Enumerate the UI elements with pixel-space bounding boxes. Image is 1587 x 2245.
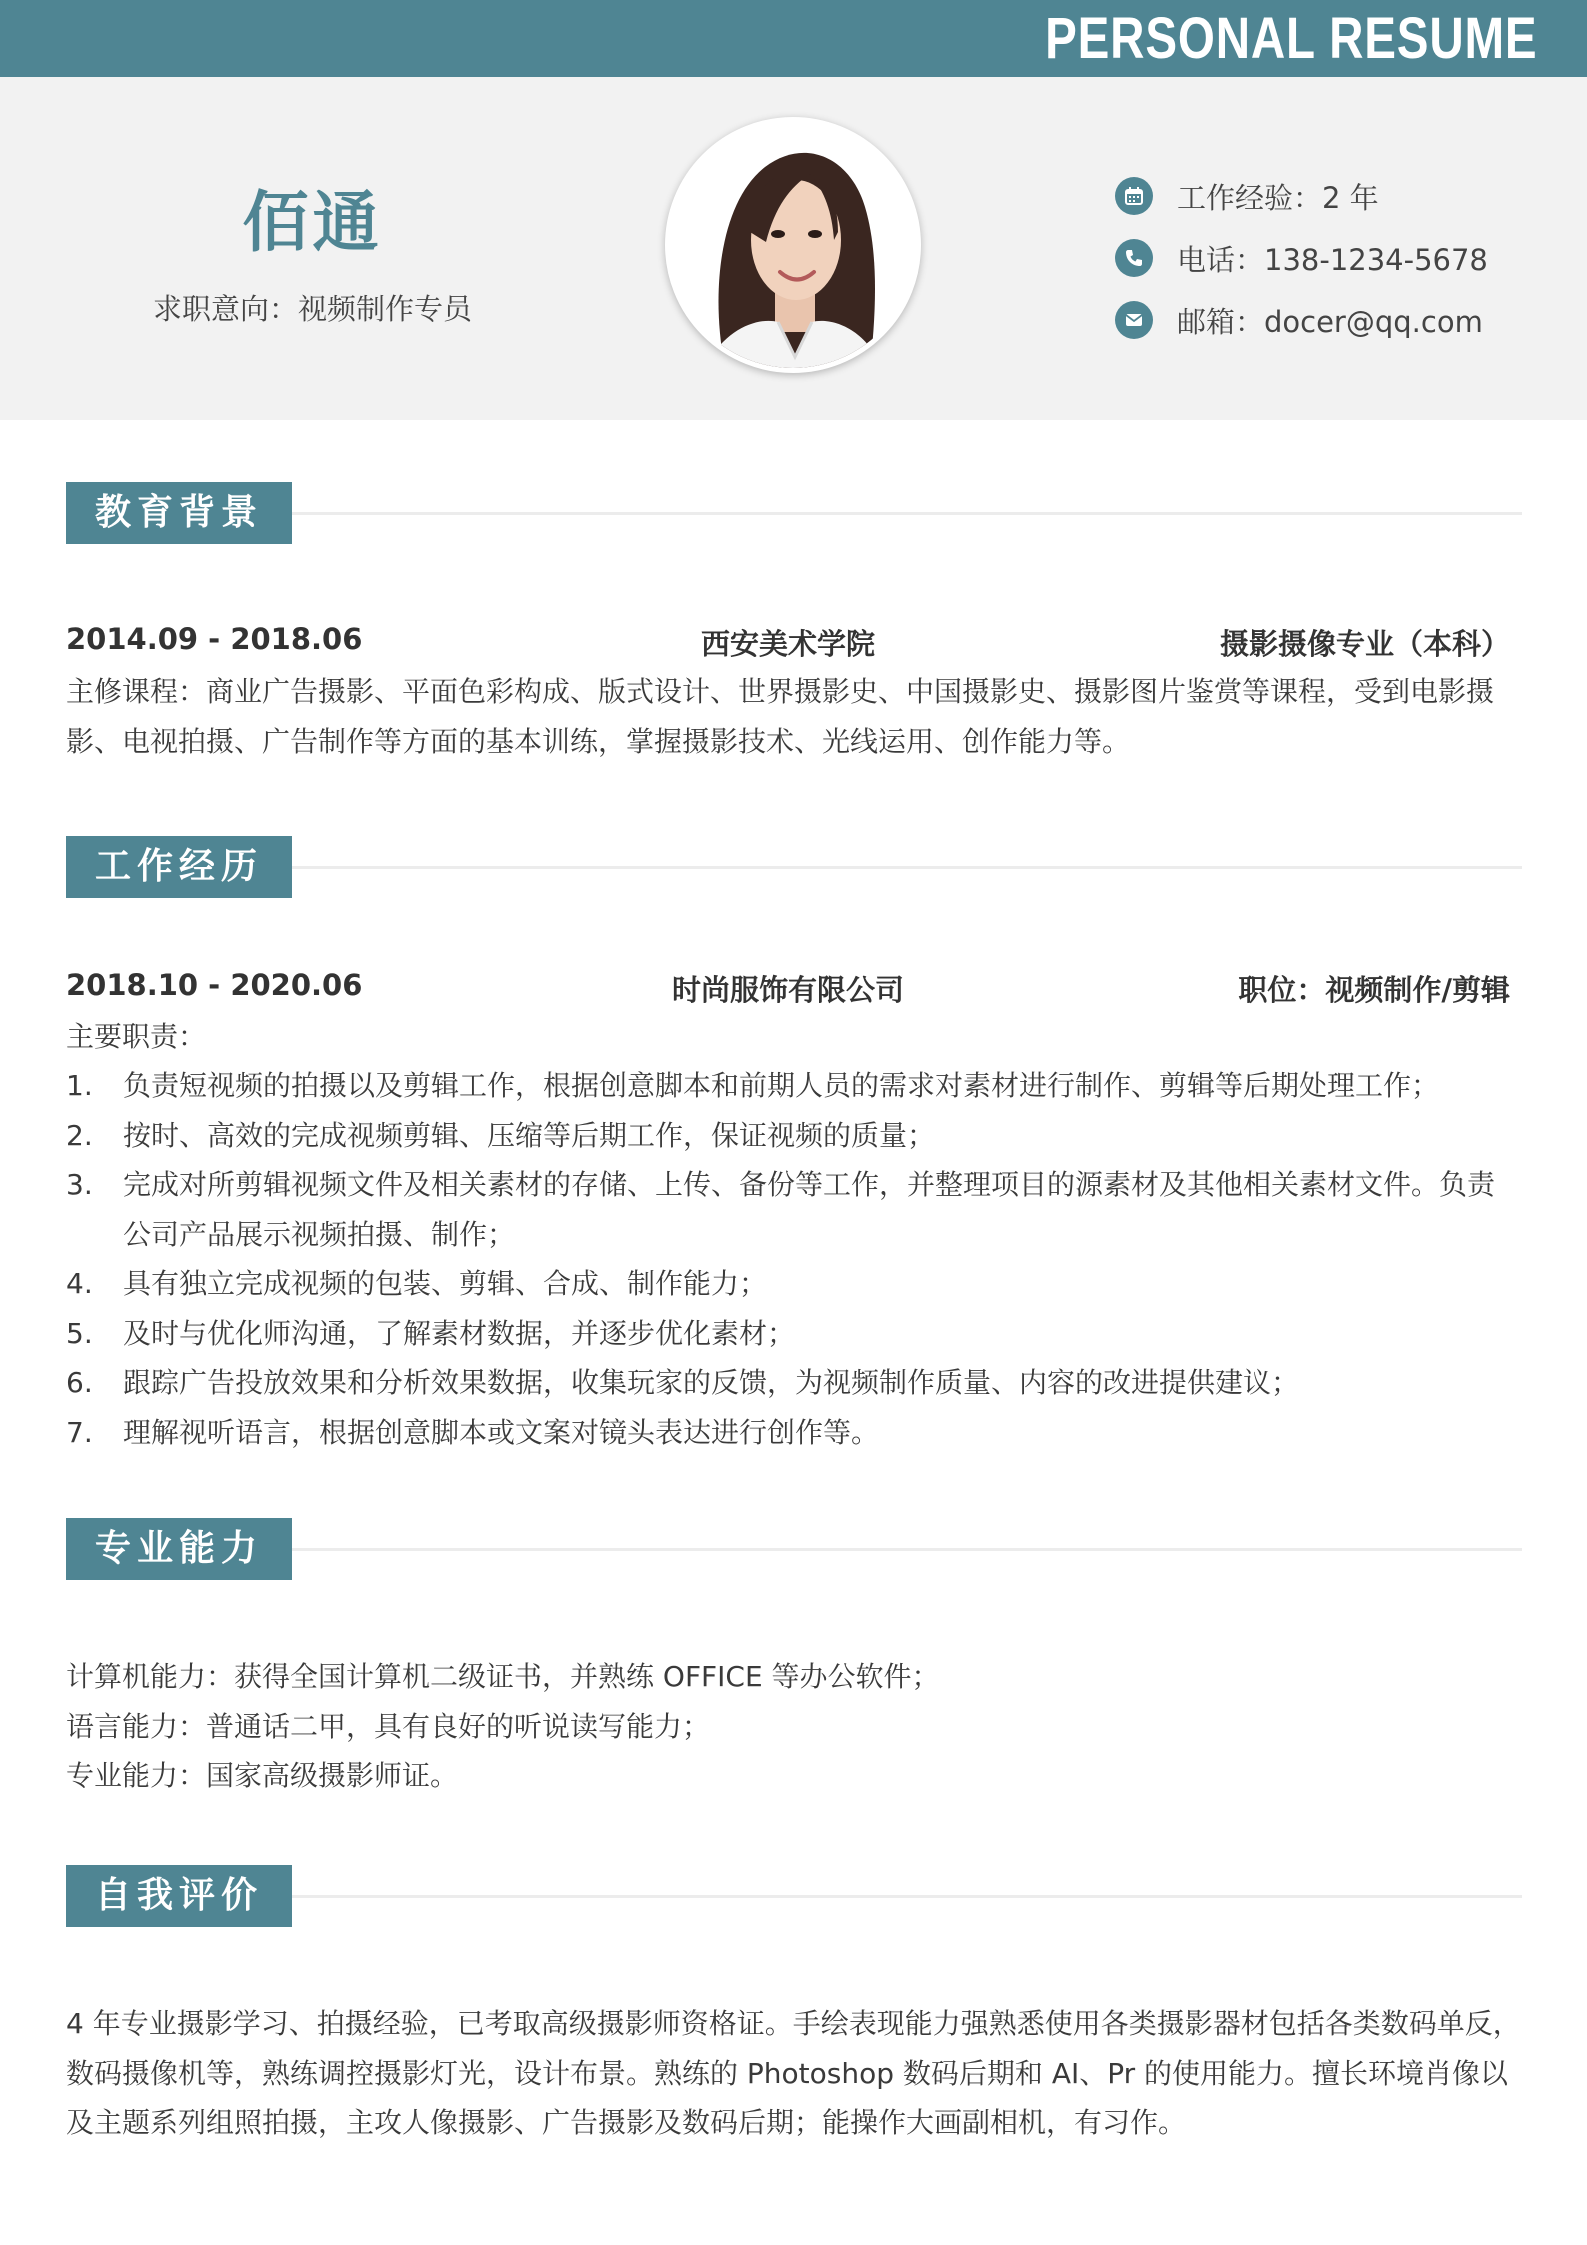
- contact-info: [1115, 165, 1488, 351]
- section-title: 教育背景: [66, 482, 292, 544]
- list-item: [66, 1111, 1522, 1161]
- section-work-header: [66, 836, 1522, 898]
- skill-item: 计算机能力：获得全国计算机二级证书，并熟练 OFFICE 等办公软件；: [66, 1660, 940, 1693]
- job-intent: 求职意向：视频制作专员: [152, 292, 472, 326]
- top-banner: [0, 0, 1587, 77]
- list-text: 按时、高效的完成视频剪辑、压缩等后期工作，保证视频的质量；: [123, 1118, 936, 1152]
- list-text: 理解视听语言，根据创意脚本或文案对镜头表达进行创作等。: [123, 1415, 880, 1449]
- section-education-header: [66, 482, 1522, 544]
- experience-row: [1115, 165, 1488, 227]
- mail-icon: [1115, 301, 1153, 339]
- work-period: 2018.10 - 2020.06: [66, 968, 363, 1002]
- list-item: [66, 1309, 1522, 1359]
- email-text: 邮箱：docer@qq.com: [1177, 304, 1483, 339]
- candidate-name: 佰通: [242, 184, 383, 261]
- section-divider: [292, 866, 1522, 869]
- education-period: 2014.09 - 2018.06: [66, 622, 363, 656]
- list-number: 3.: [66, 1168, 93, 1201]
- list-text: 完成对所剪辑视频文件及相关素材的存储、上传、备份等工作，并整理项目的源素材及其他相关素材文件。负责公司产品展示视频拍摄、制作；: [123, 1168, 1496, 1251]
- education-school: 西安美术学院: [700, 627, 875, 661]
- list-text: 及时与优化师沟通，了解素材数据，并逐步优化素材；: [123, 1316, 796, 1350]
- self-evaluation-text: 4 年专业摄影学习、拍摄经验，已考取高级摄影师资格证。手绘表现能力强熟悉使用各类摄影器材包括各类数码单反，数码摄像机等，熟练调控摄影灯光，设计布景。熟练的 Photoshop 数码后期和 AI、Pr 的使用能力。擅长环境肖像以及主题系列组照拍摄，主攻人像摄影、广告摄影及数码后期；能操作大画副相机，有习作。: [66, 2007, 1521, 2139]
- section-divider: [292, 1548, 1522, 1551]
- list-number: 1.: [66, 1069, 93, 1102]
- list-number: 6.: [66, 1366, 93, 1399]
- phone-icon: [1115, 239, 1153, 277]
- duties-label: 主要职责：: [66, 1020, 207, 1053]
- education-summary: [66, 622, 1510, 662]
- education-description: 主修课程：商业广告摄影、平面色彩构成、版式设计、世界摄影史、中国摄影史、摄影图片鉴赏等课程，受到电影摄影、电视拍摄、广告制作等方面的基本训练，掌握摄影技术、光线运用、创作能力等。: [66, 675, 1495, 758]
- skill-item: 语言能力：普通话二甲，具有良好的听说读写能力；: [66, 1709, 711, 1743]
- list-number: 2.: [66, 1118, 93, 1152]
- skill-item: 专业能力：国家高级摄影师证。: [66, 1759, 459, 1792]
- list-text: 具有独立完成视频的包装、剪辑、合成、制作能力；: [123, 1267, 768, 1300]
- section-divider: [292, 1895, 1522, 1898]
- avatar-portrait: [670, 122, 916, 368]
- duties-list: [66, 1061, 1522, 1457]
- list-item: [66, 1061, 1522, 1111]
- list-number: 4.: [66, 1267, 93, 1300]
- list-item: [66, 1259, 1522, 1309]
- list-text: 负责短视频的拍摄以及剪辑工作，根据创意脚本和前期人员的需求对素材进行制作、剪辑等后期处理工作；: [123, 1069, 1440, 1102]
- section-skills-header: [66, 1518, 1522, 1580]
- experience-text: 工作经验：2 年: [1177, 180, 1379, 215]
- section-title: 专业能力: [66, 1518, 292, 1580]
- phone-text: 电话：138-1234-5678: [1177, 242, 1488, 277]
- education-major: 摄影摄像专业（本科）: [1219, 627, 1510, 661]
- section-self-eval-header: [66, 1865, 1522, 1927]
- work-position: 职位：视频制作/剪辑: [1238, 973, 1510, 1007]
- section-divider: [292, 512, 1522, 515]
- work-company: 时尚服饰有限公司: [671, 973, 904, 1007]
- calendar-icon: [1115, 177, 1153, 215]
- section-title: 工作经历: [66, 836, 292, 898]
- banner-title: PERSONAL RESUME: [1044, 6, 1537, 71]
- work-summary: [66, 968, 1510, 1008]
- avatar: [665, 117, 921, 373]
- list-number: 5.: [66, 1316, 93, 1350]
- skills-list: [66, 1652, 1522, 1801]
- section-title: 自我评价: [66, 1865, 292, 1927]
- list-number: 7.: [66, 1415, 93, 1449]
- list-item: [66, 1160, 1522, 1259]
- list-item: [66, 1358, 1522, 1408]
- email-row: [1115, 289, 1488, 351]
- profile-header: [0, 77, 1587, 420]
- phone-row: [1115, 227, 1488, 289]
- list-text: 跟踪广告投放效果和分析效果数据，收集玩家的反馈，为视频制作质量、内容的改进提供建议；: [123, 1366, 1300, 1399]
- list-item: [66, 1408, 1522, 1458]
